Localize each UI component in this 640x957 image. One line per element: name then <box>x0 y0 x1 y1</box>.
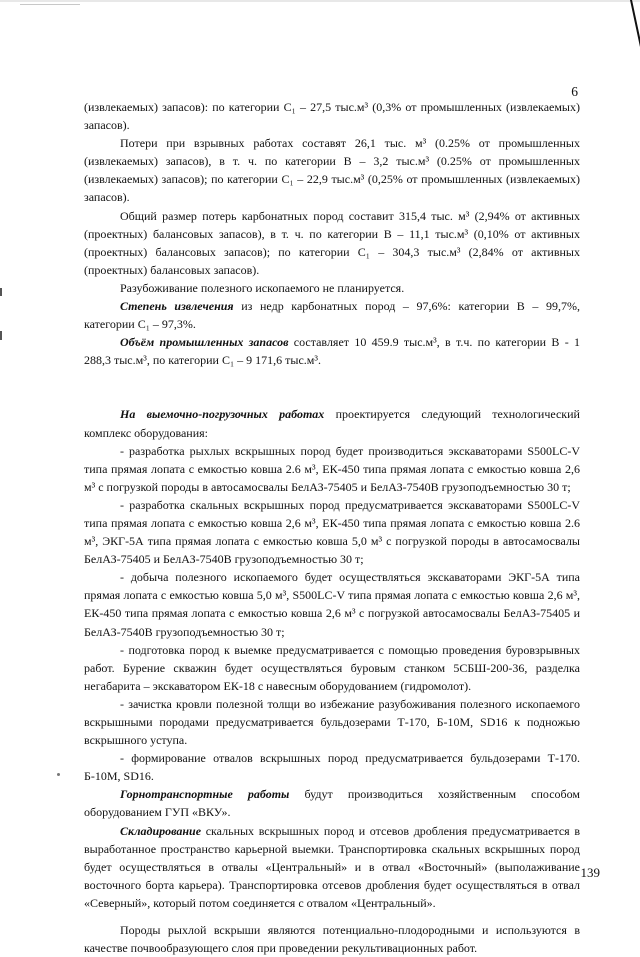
scan-edge-top <box>0 0 640 2</box>
list-item: - добыча полезного ископаемого будет осуществляться экскаваторами ЭКГ-5А типа прямая лопата с емкостью ковша 5,0 м³, S500LC-V типа прямая лопата с емкостью ковша 2,6 м³, ЕК-450 типа прямая лопата с емкостью ковша 2,6 м³ с погрузкой автосамосвалы БелАЗ-75405 и БелАЗ-7540В грузоподъемностью 30 т; <box>84 570 580 639</box>
document-body <box>84 98 580 957</box>
paragraph-text: из недр карбонатных пород – 97,6%: категории В – 99,7%, категории С₁ – 97,3%. <box>84 299 580 332</box>
emphasis-term: Складирование <box>120 823 202 838</box>
paragraph: (извлекаемых) запасов): по категории С₁ – 27,5 тыс.м³ (0,3% от промышленных (извлекаемых) запасов). <box>84 100 580 133</box>
emphasis-term: Степень извлечения <box>120 299 234 314</box>
list-item: - зачистка кровли полезной толщи во избежание разубоживания полезного ископаемого вскрышными породами предусматривается бульдозерами Т-170, Б-10М, SD16 к подножью вскрышного уступа. <box>84 696 580 748</box>
list-item: - формирование отвалов вскрышных пород предусматривается бульдозерами Т-170. Б-10М, SD16. <box>84 751 580 784</box>
paragraph-text: скальных вскрышных пород и отсевов дробления предусматривается в выработанное пространство карьерной выемки. Транспортировка скальных вскрышных пород будет осуществляться в отвалы «Центральный» и в отвал «Восточный» (выполаживание восточного борта карьера). Транспортировка отсевов дробления будет осуществляться в отвал «Северный», который потом соединяется с отвалом «Центральный». <box>84 823 580 910</box>
paragraph <box>84 405 580 441</box>
footer-page-number: 139 <box>580 865 600 880</box>
paragraph-gap <box>84 912 580 921</box>
emphasis-term: Объём промышленных запасов <box>120 335 289 350</box>
paragraph <box>84 297 580 333</box>
paragraph <box>84 785 580 821</box>
emphasis-term: Горнотранспортные работы <box>120 787 290 802</box>
scan-corner-line <box>630 0 640 61</box>
paragraph-gap <box>84 369 580 387</box>
paragraph: Разубоживание полезного ископаемого не планируется. <box>120 280 405 295</box>
scan-smear <box>20 4 80 5</box>
list-item: - разработка скальных вскрышных пород предусматривается экскаваторами S500LC-V типа прямая лопата с емкостью ковша 2,6 м³, ЕК-450 типа прямая лопата с емкостью ковша 2.6 м³, ЭКГ-5А типа прямая лопата с емкостью ковша 5,0 м³ с погрузкой породы в автосамосвалы БелАЗ-75405 и БелАЗ-7540В грузоподъемностью 30 т; <box>84 497 580 567</box>
paragraph: Потери при взрывных работах составят 26,1 тыс. м³ (0.25% от промышленных (извлекаемых) запасов), в т. ч. по категории В – 3,2 тыс.м³ (0.25% от промышленных (извлекаемых) запасов); по категории С₁ – 22,9 тыс.м³ (0,25% от промышленных (извлекаемых) запасов). <box>84 136 580 205</box>
paragraph-text: будут производиться хозяйственным способом оборудованием ГУП «ВКУ». <box>84 787 581 820</box>
scan-dot <box>57 773 60 776</box>
emphasis-term: На выемочно-погрузочных работах <box>120 407 325 422</box>
page-number: 6 <box>571 84 578 99</box>
list-item: - разработка рыхлых вскрышных пород будет производиться экскаваторами S500LC-V типа прямая лопата с емкостью ковша 2.6 м³, ЕК-450 типа прямая лопата с емкостью ковша 2,6 м³ с погрузкой породы в автосамосвалы БелАЗ-75405 и БелАЗ-7540В грузоподъемностью 30 т; <box>84 443 580 494</box>
scan-margin-mark <box>0 331 2 340</box>
paragraph: Породы рыхлой вскрыши являются потенциально-плодородными и используются в качестве почвообразующего слоя при проведении рекультивационных работ. <box>84 923 580 956</box>
paragraph-text: проектируется следующий технологический комплекс оборудования: <box>84 407 580 440</box>
paragraph <box>84 333 580 369</box>
paragraph-text: составляет 10 459.9 тыс.м³, в т.ч. по категории В - 1 288,3 тыс.м³, по категории С₁ – 9 171,6 тыс.м³. <box>84 335 580 368</box>
paragraph <box>84 822 580 912</box>
list-item: - подготовка пород к выемке предусматривается с помощью проведения буровзрывных работ. Бурение скважин будет осуществляться буровым станком 5СБШ-200-36, разделка негабарита – экскаватором ЕК-18 с навесным оборудованием (гидромолот). <box>84 642 580 693</box>
paragraph-gap <box>84 387 580 405</box>
paragraph: Общий размер потерь карбонатных пород составит 315,4 тыс. м³ (2,94% от активных (проектных) балансовых запасов), в т. ч. по категории В – 11,1 тыс.м³ (0,10% от активных (проектных) балансовых запасов); по категории С₁ – 304,3 тыс.м³ (2,84% от активных (проектных) балансовых запасов). <box>84 208 580 277</box>
scan-margin-mark <box>0 288 2 296</box>
